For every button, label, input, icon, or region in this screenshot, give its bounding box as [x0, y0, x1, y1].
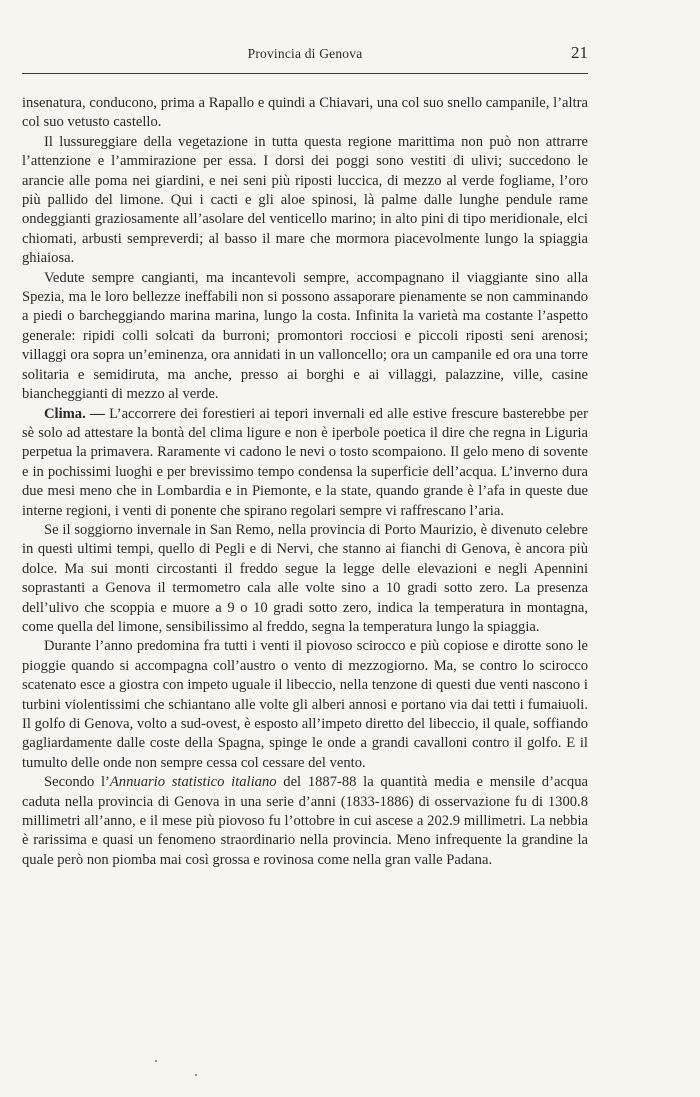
page-number: 21 [571, 43, 588, 62]
paragraph-views [22, 269, 588, 405]
paragraph-text: L’accorrere dei forestieri ai tepori invernali ed alle estive frescure basterebbe per sè solo ad attestare la bontà del clima ligure e non è iperbole poetica il dire che regna in Liguria perpetua la primavera. Raramente vi cadono le nevi o tosto scompaiono. Il gelo meno di sovente e in pochissimi luoghi e per brevissimo tempo condensa la superficie dell’acqua. L’inverno dura due mesi meno che in Lombardia e in Piemonte, e la state, quando grande è l’afa in queste due interne regioni, i venti di ponente che spirano regolari sempre vi raffrescano l’aria. [22, 405, 588, 519]
section-heading: Clima. — [44, 405, 105, 422]
paragraph-winds [22, 637, 588, 773]
running-title: Provincia di Genova [247, 46, 363, 61]
paragraph-text: insenatura, conducono, prima a Rapallo e quindi a Chiavari, una col suo snello campanile, l’altra col suo vetusto castello. [22, 95, 588, 131]
paragraph-winter [22, 521, 588, 637]
paragraph-text: Se il soggiorno invernale in San Remo, nella provincia di Porto Maurizio, è divenuto celebre in questi ultimi tempi, quello di Pegli e di Nervi, che stanno ai fianchi di Genova, è ancora più dolce. Ma sui monti circostanti il freddo segue la legge delle elevazioni e negli Apennini soprastanti a Genova il termometro cala alle volte sino a 10 gradi sotto zero. La presenza dell’ulivo che scoppia e muore a 9 o 10 gradi sotto zero, indica la temperatura in montagna, come quella del limone, sensibilissimo al freddo, segna la temperatura lungo la spiaggia. [22, 521, 588, 635]
body-text [22, 94, 588, 870]
paragraph-text: Durante l’anno predomina fra tutti i venti il piovoso scirocco e più copiose e dirotte sono le pioggie quando si accompagna coll’austro o vento di mezzogiorno. Ma, se contro lo scirocco scatenato esce a giostra con impeto uguale il libeccio, nella tenzone di questi due venti nascono i turbini violentissimi che schiantano alle volte gli alberi annosi e portano via dai tetti i fumaiuoli. Il golfo di Genova, volto a sud-ovest, è esposto all’impeto diretto del libeccio, il quale, soffiando gagliardamente dalle coste della Spagna, spinge le onde a grandi cavalloni contro il golfo. E il tumulto delle onde non sempre cessa col cessare del vento. [22, 638, 588, 771]
paragraph-climate [22, 405, 588, 521]
paragraph-text: Il lussureggiare della vegetazione in tutta questa regione marittima non può non attrarre l’attenzione e l’ammirazione per essa. I dorsi dei poggi sono vestiti di ulivi; succedono le arancie alle poma nei giardini, e nei seni più riposti luccica, di mezzo al verde fogliame, l’oro più pallido del limone. Qui i cacti e gli aloe spinosi, là palme dalle lunghe pendule rame ondeggianti graziosamente all’asolare del venticello marino; in alto pini di tipo meridionale, elci chiomati, arbusti sempreverdi; al basso il mare che mormora piacevolmente lungo la spiaggia ghiaiosa. [22, 133, 588, 267]
running-header [22, 40, 588, 70]
page-speck [195, 1074, 197, 1076]
page-speck [155, 1060, 157, 1062]
paragraph-continuation [22, 94, 588, 133]
paragraph-text: Secondo l’ [44, 774, 110, 791]
publication-title: Annuario statistico italiano [109, 774, 277, 791]
header-rule [22, 73, 588, 74]
paragraph-text: del 1887-88 la quantità media e mensile d’acqua caduta nella provincia di Genova in una serie d’anni (1833-1886) di osservazione fu di 1300.8 millimetri all’anno, e il mese più piovoso fu l’ottobre in cui ascese a 202.9 millimetri. La nebbia è rarissima e quasi un fenomeno straordinario nella provincia. Meno infrequente la grandine la quale però non piomba mai così grossa e rovinosa come nella gran valle Padana. [22, 774, 588, 868]
paragraph-text: Vedute sempre cangianti, ma incantevoli sempre, accompagnano il viaggiante sino alla Spezia, ma le loro bellezze ineffabili non si possono assaporare pienamente se non camminando a piedi o barcheggiando marina marina, lungo la costa. Infinita la varietà ma costante l’aspetto generale: ripidi colli solcati da burroni; promontori rocciosi e piccoli riposti seni arenosi; villaggi ora sopra un’eminenza, ora annidati in un valloncello; ora un campanile ed ora una torre solitaria e semidiruta, ma anche, presso ai borghi e ai villaggi, palazzine, ville, casine biancheggianti di mezzo al verde. [22, 269, 588, 403]
paragraph-vegetation [22, 133, 588, 269]
paragraph-rainfall [22, 773, 588, 870]
